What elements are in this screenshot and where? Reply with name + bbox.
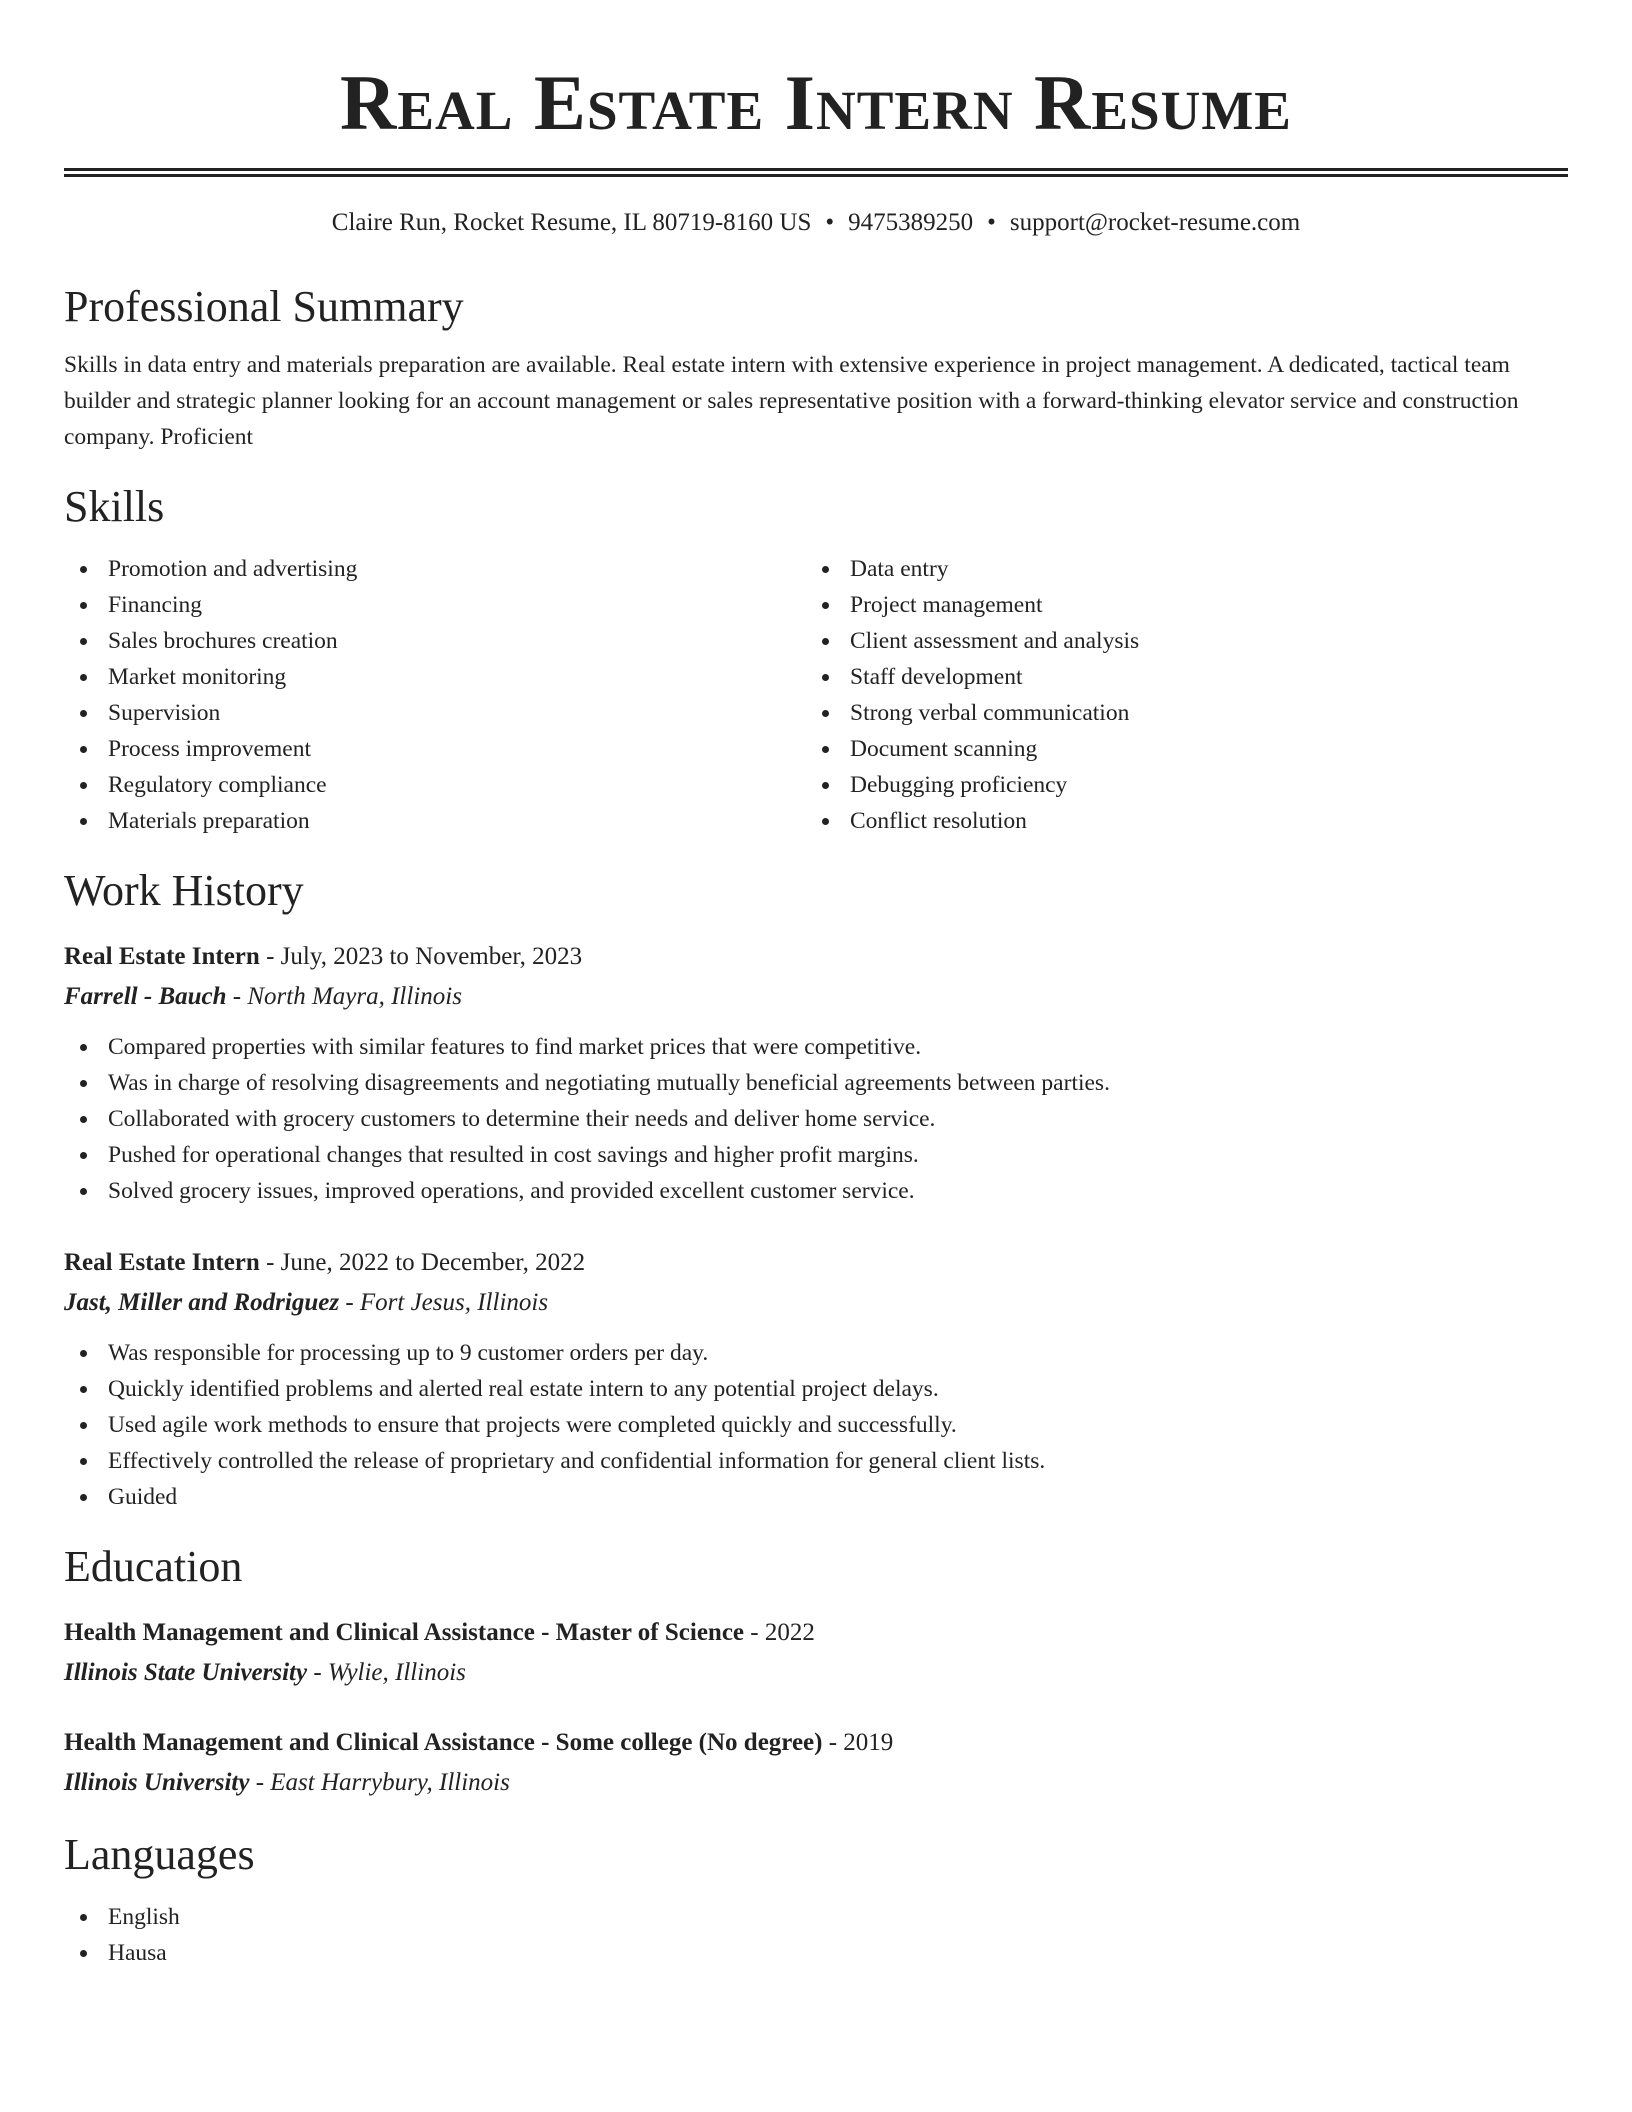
- contact-address: Claire Run, Rocket Resume, IL 80719-8160 US: [331, 209, 812, 236]
- skill-item: Debugging proficiency: [806, 767, 1548, 803]
- education-section: [64, 1541, 1568, 1803]
- skill-item: Project management: [806, 587, 1548, 623]
- languages-list: [64, 1899, 1568, 1971]
- job-company: Jast, Miller and Rodriguez: [64, 1289, 340, 1316]
- job-duties-list: [64, 1029, 1568, 1209]
- education-year: - 2022: [744, 1619, 815, 1646]
- skill-item: Data entry: [806, 551, 1548, 587]
- education-degree-line: [64, 1723, 1568, 1763]
- language-item: Hausa: [64, 1935, 1568, 1971]
- education-school-line: [64, 1763, 1568, 1803]
- professional-summary-section: [64, 281, 1568, 455]
- job-duty: Pushed for operational changes that resulted in cost savings and higher profit margins.: [64, 1137, 1568, 1173]
- job-dates: - July, 2023 to November, 2023: [259, 943, 583, 970]
- education-degree: Health Management and Clinical Assistance - Some college (No degree): [64, 1729, 823, 1756]
- contact-separator: •: [987, 209, 996, 236]
- section-heading-languages: Languages: [64, 1830, 255, 1879]
- resume-title: Real Estate Intern Resume: [340, 59, 1292, 146]
- job-duty: Was responsible for processing up to 9 customer orders per day.: [64, 1335, 1568, 1371]
- job-duty: Effectively controlled the release of proprietary and confidential information for general client lists.: [64, 1443, 1568, 1479]
- skill-item: Promotion and advertising: [64, 551, 806, 587]
- education-degree: Health Management and Clinical Assistance - Master of Science: [64, 1619, 745, 1646]
- job-location: - North Mayra, Illinois: [226, 983, 462, 1010]
- summary-text: Skills in data entry and materials preparation are available. Real estate intern with extensive experience in project management. A dedicated, tactical team builder and strategic planner looking for an account management or sales representative position with a forward-thinking elevator service and construction company. Proficient: [64, 352, 1519, 450]
- skill-item: Materials preparation: [64, 803, 806, 839]
- skills-list-left: [64, 551, 806, 839]
- job-duty: Solved grocery issues, improved operations, and provided excellent customer service.: [64, 1173, 1568, 1209]
- job-title: Real Estate Intern: [64, 1249, 260, 1276]
- job-title: Real Estate Intern: [64, 943, 260, 970]
- education-location: - Wylie, Illinois: [307, 1659, 466, 1686]
- skills-section: [64, 481, 1568, 839]
- title-divider: [64, 168, 1568, 177]
- job-location: - Fort Jesus, Illinois: [339, 1289, 549, 1316]
- job-dates: - June, 2022 to December, 2022: [259, 1249, 586, 1276]
- contact-phone: 9475389250: [848, 209, 974, 236]
- job-duty: Used agile work methods to ensure that projects were completed quickly and successfully.: [64, 1407, 1568, 1443]
- education-school: Illinois University: [64, 1769, 250, 1796]
- language-item: English: [64, 1899, 1568, 1935]
- section-heading-education: Education: [64, 1542, 243, 1591]
- education-year: - 2019: [822, 1729, 894, 1756]
- skill-item: Conflict resolution: [806, 803, 1548, 839]
- education-degree-line: [64, 1613, 1568, 1653]
- section-heading-work-history: Work History: [64, 866, 304, 915]
- job-entry: [64, 937, 1568, 1209]
- skill-item: Regulatory compliance: [64, 767, 806, 803]
- education-entry: [64, 1723, 1568, 1803]
- contact-line: [64, 207, 1568, 239]
- languages-section: [64, 1829, 1568, 1971]
- education-school-line: [64, 1653, 1568, 1693]
- education-entry: [64, 1613, 1568, 1693]
- job-duty: Compared properties with similar features to find market prices that were competitive.: [64, 1029, 1568, 1065]
- job-company: Farrell - Bauch: [64, 983, 227, 1010]
- section-heading-summary: Professional Summary: [64, 282, 464, 331]
- job-company-line: [64, 1283, 1568, 1323]
- skill-item: Financing: [64, 587, 806, 623]
- contact-separator: •: [825, 209, 835, 236]
- section-heading-skills: Skills: [64, 482, 165, 531]
- skill-item: Market monitoring: [64, 659, 806, 695]
- contact-email: support@rocket-resume.com: [1009, 209, 1301, 236]
- skill-item: Process improvement: [64, 731, 806, 767]
- skill-item: Client assessment and analysis: [806, 623, 1548, 659]
- skill-item: Strong verbal communication: [806, 695, 1548, 731]
- skill-item: Sales brochures creation: [64, 623, 806, 659]
- job-duty: Was in charge of resolving disagreements and negotiating mutually beneficial agreements between parties.: [64, 1065, 1568, 1101]
- skill-item: Document scanning: [806, 731, 1548, 767]
- skill-item: Staff development: [806, 659, 1548, 695]
- education-school: Illinois State University: [64, 1659, 308, 1686]
- job-duty: Quickly identified problems and alerted real estate intern to any potential project delays.: [64, 1371, 1568, 1407]
- education-location: - East Harrybury, Illinois: [249, 1769, 510, 1796]
- job-duty: Collaborated with grocery customers to determine their needs and deliver home service.: [64, 1101, 1568, 1137]
- job-duty: Guided: [64, 1479, 1568, 1515]
- skills-list-right: [806, 551, 1548, 839]
- job-entry: [64, 1243, 1568, 1515]
- work-history-section: [64, 865, 1568, 1515]
- job-company-line: [64, 977, 1568, 1017]
- skill-item: Supervision: [64, 695, 806, 731]
- job-title-line: [64, 937, 1568, 977]
- job-title-line: [64, 1243, 1568, 1283]
- job-duties-list: [64, 1335, 1568, 1515]
- resume-page: [64, 0, 1568, 1971]
